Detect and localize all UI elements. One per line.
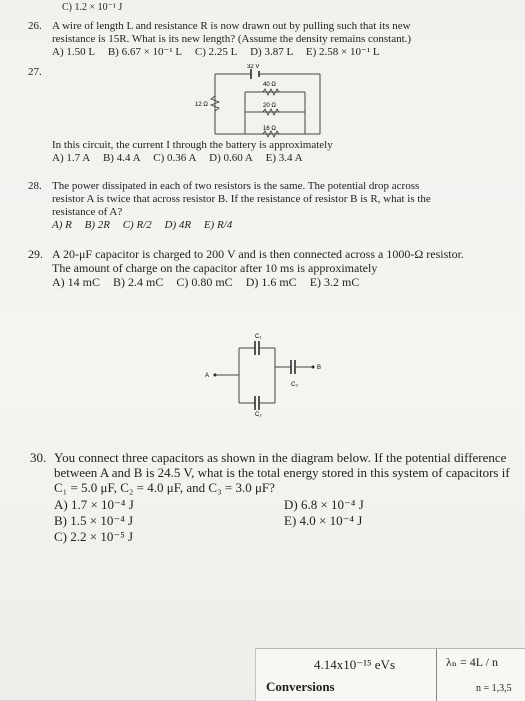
- resistor-label: 12 Ω: [195, 102, 208, 108]
- resistor-label: 40 Ω: [263, 82, 276, 88]
- question-text: You connect three capacitors as shown in the diagram below. If the potential difference: [54, 450, 507, 465]
- option-d[interactable]: D) 3.87 L: [250, 46, 294, 58]
- option-a[interactable]: A) 1.7 × 10⁻⁴ J: [54, 497, 134, 512]
- question-text: The amount of charge on the capacitor after 10 ms is approximately: [52, 261, 378, 275]
- option-a[interactable]: A) 1.50 L: [52, 46, 96, 58]
- divider: [436, 649, 437, 701]
- reference-card: [255, 648, 525, 701]
- question-number: 29.: [28, 247, 43, 261]
- question-text: between A and B is 24.5 V, what is the total energy stored in this system of capacitors if: [54, 465, 510, 480]
- resistor-label: 20 Ω: [263, 103, 276, 109]
- option-a[interactable]: A) R: [52, 219, 72, 231]
- option-b[interactable]: B) 1.5 × 10⁻⁴ J: [54, 513, 134, 528]
- circuit-diagram: [195, 64, 335, 144]
- question-text: A 20-μF capacitor is charged to 200 V and is then connected across a 1000-Ω resistor.: [52, 247, 464, 261]
- option-b[interactable]: B) 6.67 × 10⁻¹ L: [107, 46, 183, 58]
- question-number: 27.: [28, 66, 42, 78]
- c2-label: C₂: [255, 412, 262, 418]
- point-b-label: B: [317, 365, 322, 371]
- capacitor-diagram: [195, 328, 325, 418]
- option-c[interactable]: C) R/2: [122, 219, 152, 231]
- resistor-label: 16 Ω: [263, 126, 276, 132]
- question-text: resistor A is twice that across resistor B. If the resistance of resistor B is R, what is the: [52, 193, 431, 205]
- point-a-label: A: [205, 373, 210, 379]
- answer-options: [30, 497, 510, 544]
- option-a[interactable]: A) 1.7 A: [52, 152, 91, 164]
- option-e[interactable]: E) 3.2 mC: [309, 275, 360, 289]
- option-b[interactable]: B) 2R: [84, 219, 110, 231]
- option-d[interactable]: D) 1.6 mC: [245, 275, 297, 289]
- wavelength-formula: λₙ = 4L / n: [446, 655, 498, 669]
- question-number: 30.: [30, 450, 47, 465]
- option-e[interactable]: E) 2.58 × 10⁻¹ L: [305, 46, 380, 58]
- option-d[interactable]: D) 6.8 × 10⁻⁴ J: [284, 497, 364, 512]
- question-text: The power dissipated in each of two resistors is the same. The potential drop across: [52, 180, 420, 192]
- question-26: [28, 20, 498, 59]
- question-text: A wire of length L and resistance R is now drawn out by pulling such that its new: [52, 20, 411, 32]
- conversions-heading: Conversions: [266, 679, 335, 694]
- previous-answer-line: C) 1.2 × 10⁻¹ J: [62, 2, 123, 13]
- question-28: [28, 180, 498, 232]
- n-values: n = 1,3,5: [476, 683, 512, 694]
- question-text: In this circuit, the current I through the battery is approximately: [52, 139, 333, 151]
- answer-options: [28, 275, 498, 289]
- battery-label: 32 V: [247, 64, 260, 70]
- c1-label: C₁: [255, 334, 262, 340]
- option-d[interactable]: D) 0.60 A: [209, 152, 253, 164]
- option-e[interactable]: E) R/4: [203, 219, 233, 231]
- option-c[interactable]: C) 0.36 A: [153, 152, 197, 164]
- option-c[interactable]: C) 2.2 × 10⁻⁵ J: [54, 529, 134, 544]
- answer-options: [28, 219, 498, 232]
- planck-constant: 4.14x10⁻¹⁵ eVs: [314, 657, 396, 672]
- question-number: 26.: [28, 20, 42, 32]
- option-c[interactable]: C) 2.25 L: [194, 46, 238, 58]
- option-e[interactable]: E) 4.0 × 10⁻⁴ J: [284, 513, 363, 528]
- question-text: resistance of A?: [52, 206, 123, 218]
- question-number: 28.: [28, 180, 42, 192]
- option-b[interactable]: B) 2.4 mC: [113, 275, 164, 289]
- option-b[interactable]: B) 4.4 A: [102, 152, 141, 164]
- question-29: [28, 247, 498, 289]
- question-30: [30, 450, 510, 544]
- question-text: C₁ = 5.0 μF, C₂ = 4.0 μF, and C₃ = 3.0 μF?: [54, 480, 275, 495]
- option-c[interactable]: C) 0.80 mC: [176, 275, 233, 289]
- option-a[interactable]: A) 14 mC: [52, 275, 100, 289]
- answer-options: [52, 152, 492, 165]
- answer-options: [28, 46, 498, 59]
- option-d[interactable]: D) 4R: [164, 219, 192, 231]
- question-text: resistance is 15R. What is its new length? (Assume the density remains constant.): [52, 33, 412, 45]
- option-e[interactable]: E) 3.4 A: [265, 152, 303, 164]
- c3-label: C₃: [291, 382, 298, 388]
- question-27: [52, 139, 492, 165]
